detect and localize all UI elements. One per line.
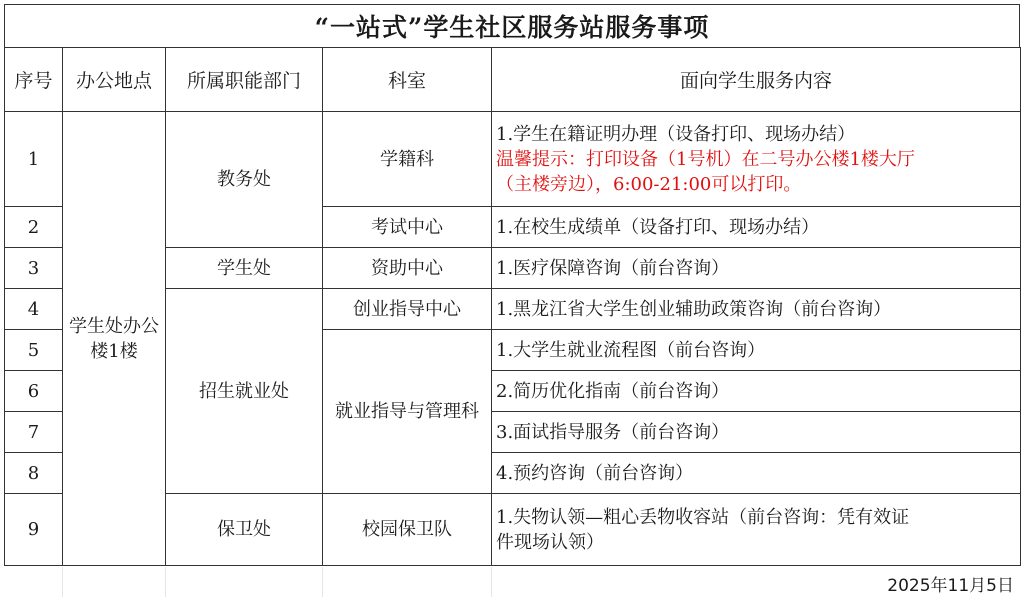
office-cell: 资助中心	[323, 248, 492, 289]
department-cell: 招生就业处	[166, 289, 323, 494]
seq-cell: 3	[5, 248, 63, 289]
location-text: 学生处办公楼1楼	[69, 315, 159, 362]
footer-row	[4, 567, 1020, 597]
service-text: 1.学生在籍证明办理（设备打印、现场办结）	[496, 123, 856, 145]
location-cell	[63, 112, 166, 566]
service-cell	[492, 112, 1021, 207]
service-text: 件现场认领）	[496, 531, 604, 553]
office-cell: 创业指导中心	[323, 289, 492, 330]
header-office: 科室	[323, 48, 492, 112]
office-cell: 学籍科	[323, 112, 492, 207]
service-cell: 2.简历优化指南（前台咨询）	[492, 371, 1021, 412]
service-sheet	[4, 4, 1020, 596]
seq-cell: 8	[5, 453, 63, 494]
header-location: 办公地点	[63, 48, 166, 112]
service-text: 1.失物认领—粗心丢物收容站（前台咨询：凭有效证	[496, 506, 910, 528]
table-row	[5, 112, 1021, 207]
seq-cell: 7	[5, 412, 63, 453]
header-row	[5, 48, 1021, 112]
department-cell: 学生处	[166, 248, 323, 289]
tip-text: （主楼旁边），6:00-21:00可以打印。	[496, 173, 802, 195]
seq-cell: 1	[5, 112, 63, 207]
seq-cell: 5	[5, 330, 63, 371]
services-table	[4, 47, 1021, 566]
header-services: 面向学生服务内容	[492, 48, 1021, 112]
office-cell: 校园保卫队	[323, 494, 492, 566]
seq-cell: 9	[5, 494, 63, 566]
office-cell: 就业指导与管理科	[323, 330, 492, 494]
service-cell: 1.医疗保障咨询（前台咨询）	[492, 248, 1021, 289]
seq-cell: 2	[5, 207, 63, 248]
tip-text: 温馨提示：打印设备（1号机）在二号办公楼1楼大厅	[496, 148, 915, 170]
department-cell: 保卫处	[166, 494, 323, 566]
office-cell: 考试中心	[323, 207, 492, 248]
service-cell: 1.黑龙江省大学生创业辅助政策咨询（前台咨询）	[492, 289, 1021, 330]
service-cell	[492, 494, 1021, 566]
header-seq: 序号	[5, 48, 63, 112]
service-cell: 3.面试指导服务（前台咨询）	[492, 412, 1021, 453]
date-label: 2025年11月5日	[887, 576, 1014, 596]
service-cell: 1.在校生成绩单（设备打印、现场办结）	[492, 207, 1021, 248]
sheet-title: “一站式”学生社区服务站服务事项	[4, 4, 1020, 47]
service-cell: 4.预约咨询（前台咨询）	[492, 453, 1021, 494]
service-cell: 1.大学生就业流程图（前台咨询）	[492, 330, 1021, 371]
header-department: 所属职能部门	[166, 48, 323, 112]
department-cell: 教务处	[166, 112, 323, 248]
seq-cell: 4	[5, 289, 63, 330]
seq-cell: 6	[5, 371, 63, 412]
